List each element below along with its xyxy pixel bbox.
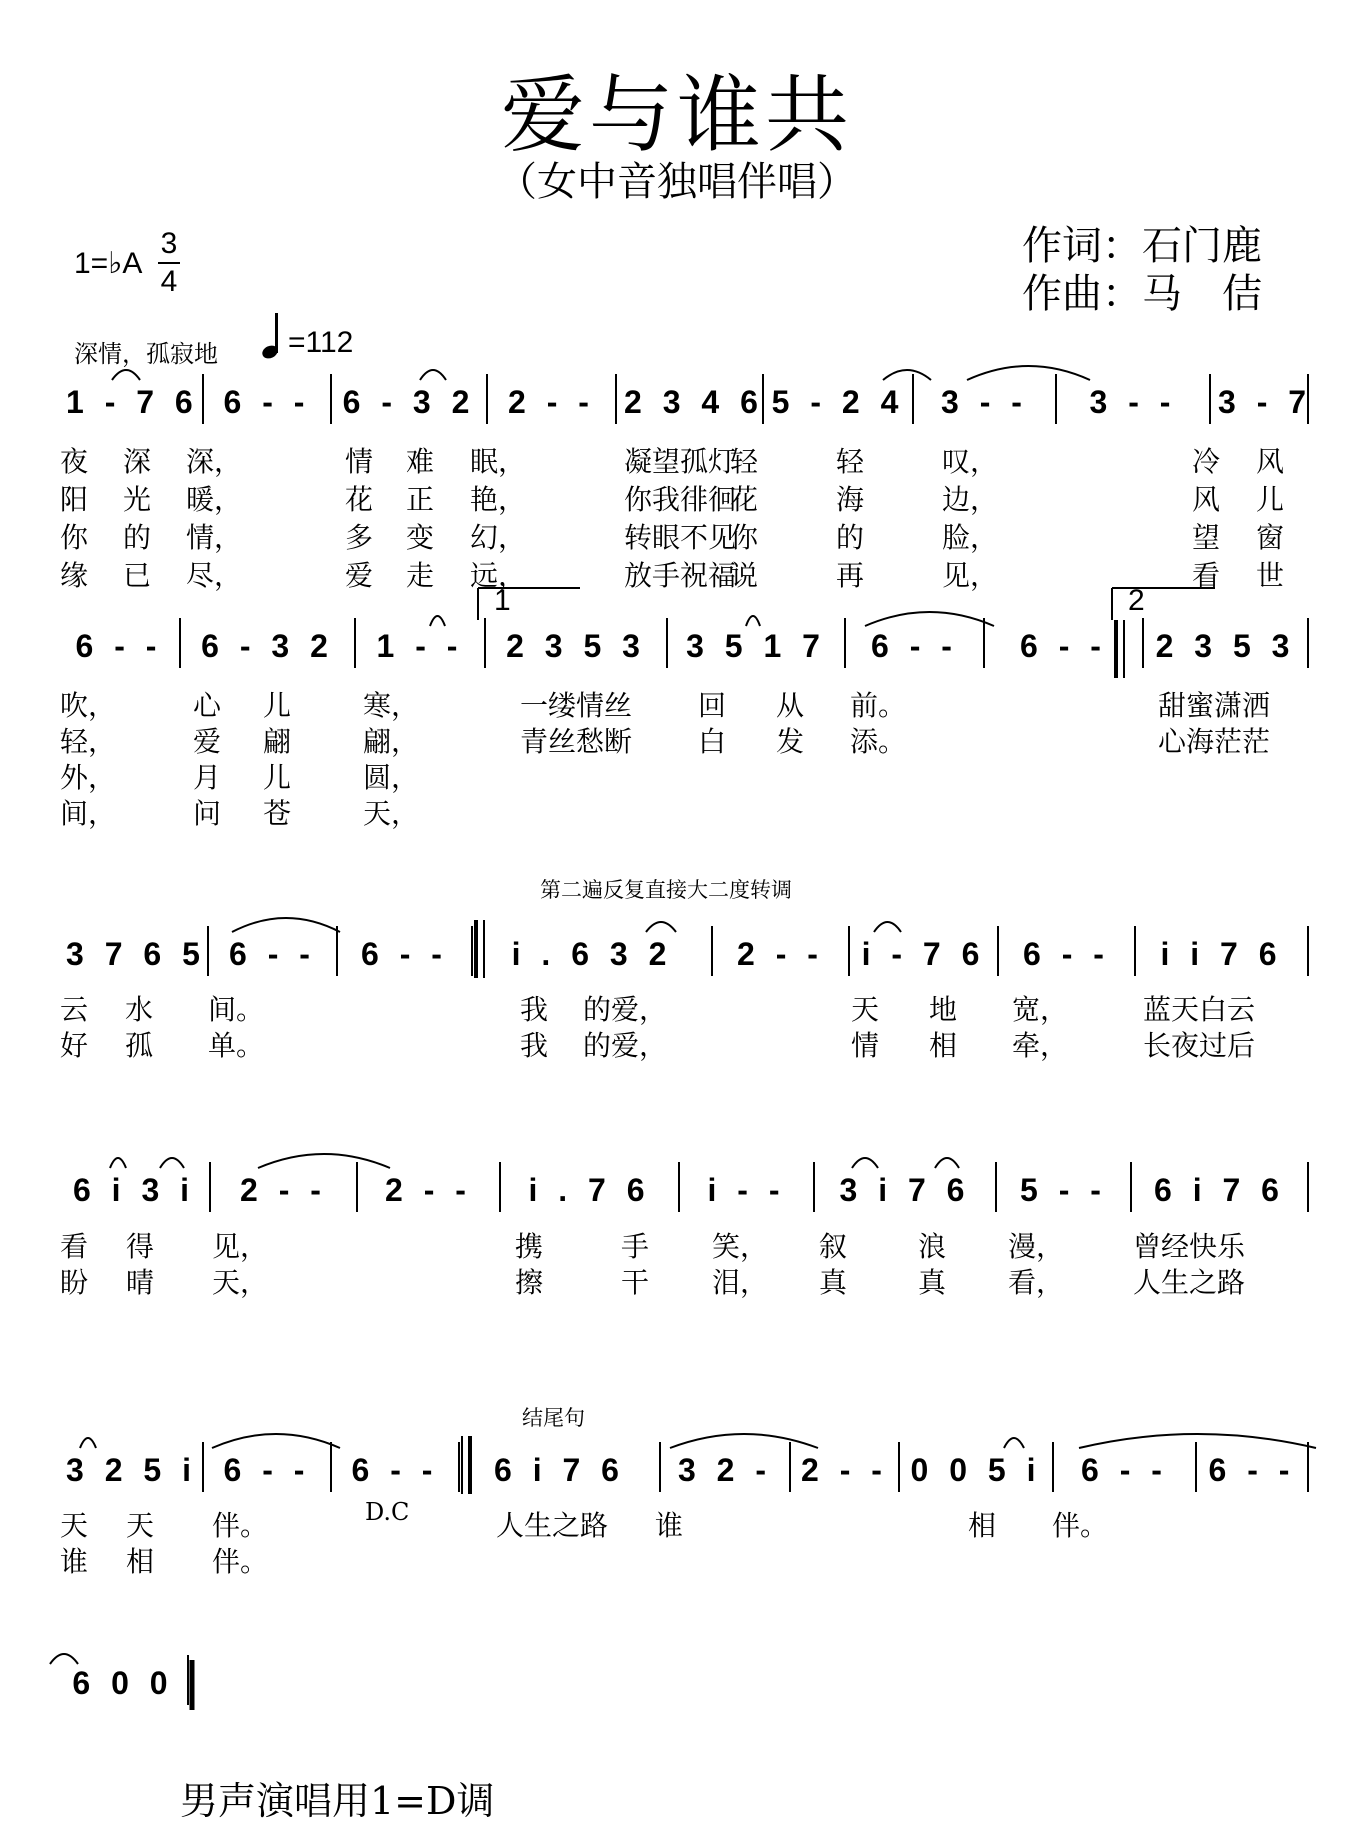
lyric-syllable: 携 — [515, 1230, 544, 1263]
lyric-syllable: 凝望孤灯 — [624, 445, 737, 478]
lyric-syllable: 谁 — [60, 1545, 89, 1578]
measure: 3 - - — [941, 384, 1028, 420]
measure: 2 3 5 3 — [506, 628, 646, 664]
slur — [935, 1158, 959, 1168]
tie — [865, 612, 994, 626]
lyric-syllable: 发 — [776, 725, 805, 758]
lyric-syllable: 伴。 — [212, 1545, 269, 1578]
lyric-syllable: 已 — [123, 559, 152, 592]
tie — [670, 1434, 818, 1448]
lyric-syllable: 看 — [60, 1230, 89, 1263]
lyric-syllable: 夜 — [60, 445, 89, 478]
lyric-syllable: 盼 — [60, 1266, 89, 1299]
slur — [50, 1654, 78, 1664]
measure: 6 - - — [1081, 1452, 1168, 1488]
measure: 6 - 3 2 — [201, 628, 334, 664]
lyric-syllable: 泪， — [712, 1266, 769, 1299]
lyric-syllable: 走 — [406, 559, 435, 592]
lyric-syllable: 天 — [851, 993, 880, 1026]
measure: 0 0 5 i — [910, 1452, 1042, 1488]
measure: 6 - - — [361, 936, 448, 972]
lyric-syllable: 冷 — [1192, 445, 1221, 478]
lyric-syllable: 天， — [363, 797, 420, 830]
lyric-syllable: 说 — [730, 559, 759, 592]
lyric-syllable: 边， — [942, 483, 999, 516]
lyric-syllable: 得 — [126, 1230, 155, 1263]
lyric-syllable: 你 — [60, 521, 89, 554]
lyric-syllable: 情 — [345, 445, 374, 478]
lyric-syllable: 擦 — [515, 1266, 544, 1299]
measure: 3 7 6 5 — [66, 936, 206, 972]
time-signature-top: 3 — [160, 227, 178, 260]
slur — [1004, 1438, 1024, 1448]
lyric-syllable: 真 — [918, 1266, 947, 1299]
lyric-syllable: 蓝天白云 — [1143, 993, 1256, 1026]
lyric-syllable: 前。 — [850, 689, 907, 722]
lyric-syllable: 风 — [1256, 445, 1285, 478]
lyricist: 作词：石门鹿 — [1022, 223, 1262, 269]
lyric-syllable: 翩 — [263, 725, 292, 758]
tie — [258, 1154, 390, 1168]
lyric-syllable: 的 — [836, 521, 865, 554]
measure: i . 7 6 — [528, 1172, 651, 1208]
measure: 6 - - — [1208, 1452, 1296, 1488]
lyric-syllable: 的爱， — [583, 1029, 668, 1062]
composer: 作曲：马 佶 — [1022, 271, 1262, 317]
lyric-syllable: 漫， — [1008, 1230, 1065, 1263]
lyric-syllable: 从 — [776, 689, 805, 722]
slur — [80, 1438, 96, 1448]
lyric-syllable: 见， — [212, 1230, 269, 1263]
modulation-note: 第二遍反复直接大二度转调 — [540, 878, 792, 902]
lyric-syllable: 缘 — [60, 559, 89, 592]
slur — [430, 616, 445, 626]
lyric-syllable: 间， — [60, 797, 117, 830]
lyric-syllable: 尽， — [186, 559, 243, 592]
measure: 2 - - — [385, 1172, 472, 1208]
measure: 2 - - — [508, 384, 595, 420]
lyric-syllable: 曾经快乐 — [1133, 1230, 1246, 1263]
lyric-syllable: 你 — [730, 521, 759, 554]
lyric-syllable: 青丝愁断 — [520, 725, 633, 758]
coda-note: 结尾句 — [522, 1406, 585, 1430]
lyric-syllable: 相 — [968, 1509, 997, 1542]
lyric-syllable: 相 — [126, 1545, 155, 1578]
lyric-syllable: 的爱， — [583, 993, 668, 1026]
tempo-expression: 深情，孤寂地 — [74, 340, 218, 368]
tie — [1079, 1434, 1316, 1448]
lyric-syllable: 我 — [520, 993, 549, 1026]
lyric-syllable: 窗 — [1256, 521, 1285, 554]
ending-2-label: 2 — [1128, 584, 1145, 617]
tie — [232, 918, 340, 932]
lyric-syllable: 深 — [123, 445, 152, 478]
measure: 6 - - — [1023, 936, 1110, 972]
lyric-syllable: 我 — [520, 1029, 549, 1062]
lyric-syllable: 转眼不见 — [624, 521, 737, 554]
slur — [420, 370, 446, 380]
lyric-syllable: 儿 — [1256, 483, 1285, 516]
measure: 3 i 7 6 — [839, 1172, 971, 1208]
lyric-syllable: 真 — [819, 1266, 848, 1299]
lyric-syllable: 花 — [345, 483, 374, 516]
lyric-syllable: 云 — [60, 993, 89, 1026]
lyric-syllable: 暖， — [186, 483, 243, 516]
measure: 1 - 7 6 — [66, 384, 199, 420]
measure: i . 6 3 2 — [511, 936, 673, 972]
measure: 6 - - — [223, 1452, 311, 1488]
time-signature-bottom: 4 — [160, 265, 178, 298]
lyric-syllable: 伴。 — [212, 1509, 269, 1542]
slur — [874, 922, 901, 932]
key-signature: 1=♭A — [74, 247, 143, 280]
lyric-syllable: 好 — [60, 1029, 89, 1062]
tie — [212, 1434, 340, 1448]
lyric-syllable: 外， — [60, 761, 117, 794]
lyric-syllable: 爱 — [193, 725, 222, 758]
lyric-syllable: 再 — [836, 559, 865, 592]
measure: 3 2 5 i — [66, 1452, 197, 1488]
lyric-syllable: 爱 — [345, 559, 374, 592]
lyric-syllable: 相 — [929, 1029, 958, 1062]
lyric-syllable: 轻 — [730, 445, 759, 478]
lyric-syllable: 单。 — [208, 1029, 265, 1062]
lyric-syllable: 脸， — [942, 521, 999, 554]
lyric-syllable: 幻， — [470, 521, 527, 554]
measure: 5 - 2 4 — [771, 384, 905, 420]
lyric-syllable: 变 — [406, 521, 435, 554]
lyric-syllable: 海 — [836, 483, 865, 516]
measure: 2 - - — [240, 1172, 327, 1208]
lyric-syllable: 风 — [1192, 483, 1221, 516]
measure: 3 - - — [1089, 384, 1177, 420]
lyric-syllable: 情 — [851, 1029, 880, 1062]
lyric-syllable: 心 — [193, 689, 222, 722]
measure: 3 - 7 — [1218, 384, 1313, 420]
lyric-syllable: 放手祝福 — [624, 559, 737, 592]
measure: 2 3 5 3 — [1155, 628, 1296, 664]
measure: 2 - - — [737, 936, 824, 972]
lyric-syllable: 间。 — [208, 993, 265, 1026]
measure: 6 - - — [1020, 628, 1107, 664]
lyric-syllable: 正 — [406, 483, 435, 516]
lyric-syllable: 天 — [126, 1509, 155, 1542]
measure: i - - — [707, 1172, 786, 1208]
lyric-syllable: 回 — [698, 689, 727, 722]
measure: 6 i 3 i — [72, 1172, 196, 1208]
lyric-syllable: 艳， — [470, 483, 527, 516]
measure: 6 - - — [223, 384, 311, 420]
lyric-syllable: 白 — [698, 725, 727, 758]
lyric-syllable: 甜蜜潇洒 — [1158, 689, 1271, 722]
measure: 6 - - — [229, 936, 316, 972]
lyric-syllable: 儿 — [263, 761, 292, 794]
lyric-syllable: 晴 — [126, 1266, 155, 1299]
lyric-syllable: 笑， — [712, 1230, 769, 1263]
measure: 2 - - — [801, 1452, 888, 1488]
lyric-syllable: 轻， — [60, 725, 117, 758]
lyric-syllable: 的 — [123, 521, 152, 554]
lyric-syllable: 情， — [186, 521, 243, 554]
slur — [852, 1158, 878, 1168]
lyric-syllable: 浪 — [918, 1230, 947, 1263]
lyric-syllable: 见， — [942, 559, 999, 592]
lyric-syllable: 世 — [1256, 559, 1285, 592]
lyric-syllable: 圆， — [363, 761, 420, 794]
lyric-syllable: 伴。 — [1052, 1509, 1109, 1542]
lyric-syllable: 寒， — [363, 689, 420, 722]
lyric-syllable: 望 — [1192, 521, 1221, 554]
lyric-syllable: 月 — [193, 761, 222, 794]
dc-marker: D.C — [365, 1498, 410, 1526]
tie — [967, 366, 1090, 380]
lyric-syllable: 天 — [60, 1509, 89, 1542]
lyric-syllable: 水 — [125, 993, 154, 1026]
lyric-syllable: 翩， — [363, 725, 420, 758]
measure: 5 - - — [1020, 1172, 1107, 1208]
lyric-syllable: 看， — [1008, 1266, 1065, 1299]
lyric-syllable: 你我徘徊 — [624, 483, 737, 516]
measure: 6 0 0 — [72, 1665, 174, 1701]
measure: 6 i 7 6 — [1154, 1172, 1285, 1208]
lyric-syllable: 长夜过后 — [1143, 1029, 1256, 1062]
lyric-syllable: 花 — [730, 483, 759, 516]
tempo-value: =112 — [288, 326, 354, 359]
lyric-syllable: 谁 — [655, 1509, 684, 1542]
lyric-syllable: 深， — [186, 445, 243, 478]
slur — [746, 616, 760, 626]
lyric-syllable: 光 — [123, 483, 152, 516]
slur — [883, 370, 931, 380]
lyric-syllable: 天， — [212, 1266, 269, 1299]
measure: 6 - - — [75, 628, 163, 664]
lyric-syllable: 儿 — [263, 689, 292, 722]
lyric-syllable: 吹， — [60, 689, 117, 722]
slur — [646, 922, 676, 932]
lyric-syllable: 难 — [406, 445, 435, 478]
measure: 6 - - — [351, 1452, 439, 1488]
song-title: 爱与谁共 — [500, 66, 853, 164]
lyric-syllable: 心海茫茫 — [1158, 725, 1271, 758]
lyric-syllable: 看 — [1192, 559, 1221, 592]
lyric-syllable: 轻 — [836, 445, 865, 478]
lyric-syllable: 叹， — [942, 445, 999, 478]
lyric-syllable: 多 — [345, 521, 374, 554]
lyric-syllable: 苍 — [263, 797, 292, 830]
lyric-syllable: 叙 — [819, 1230, 848, 1263]
ending-1-label: 1 — [494, 584, 511, 617]
lyric-syllable: 人生之路 — [496, 1509, 609, 1542]
lyric-syllable: 阳 — [60, 483, 89, 516]
measure: 6 - - — [871, 628, 958, 664]
measure: 6 - 3 2 — [342, 384, 476, 420]
measure: 1 - - — [376, 628, 464, 664]
slur — [160, 1158, 184, 1168]
measure: 3 5 1 7 — [686, 628, 826, 664]
slur — [112, 370, 140, 380]
lyric-syllable: 问 — [193, 797, 222, 830]
lyric-syllable: 孤 — [125, 1029, 154, 1062]
footer-note: 男声演唱用1=D调 — [180, 1779, 495, 1823]
lyric-syllable: 地 — [929, 993, 958, 1026]
lyric-syllable: 宽， — [1012, 993, 1069, 1026]
lyric-syllable: 手 — [621, 1230, 650, 1263]
lyric-syllable: 人生之路 — [1133, 1266, 1246, 1299]
song-subtitle: （女中音独唱伴唱） — [497, 159, 857, 205]
measure: 2 3 4 6 — [624, 384, 764, 420]
lyric-syllable: 眠， — [470, 445, 527, 478]
lyric-syllable: 远， — [470, 559, 527, 592]
measure: i i 7 6 — [1160, 936, 1283, 972]
lyric-syllable: 干 — [621, 1266, 650, 1299]
measure: i - 7 6 — [861, 936, 986, 972]
measure: 3 2 - — [677, 1452, 773, 1488]
lyric-syllable: 一缕情丝 — [520, 689, 633, 722]
measure: 6 i 7 6 — [494, 1452, 625, 1488]
slur — [110, 1158, 126, 1168]
lyric-syllable: 添。 — [850, 725, 907, 758]
lyric-syllable: 牵， — [1012, 1029, 1069, 1062]
